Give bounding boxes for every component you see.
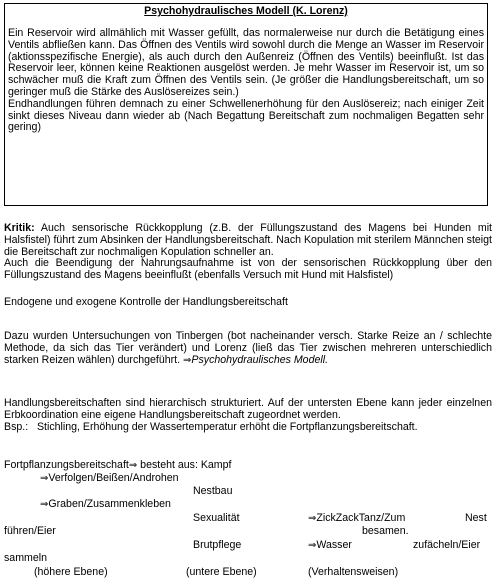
tree-item-label: ZickZackTanz/Zum xyxy=(316,512,406,524)
tree-item-fuehren: führen/Eier xyxy=(4,525,56,537)
kritik-section xyxy=(4,223,492,282)
tree-arrow-icon: ⇒ xyxy=(40,499,49,510)
model-paragraph-2: Endhandlungen führen demnach zu einer Schwellenerhöhung für den Auslösereiz; nach einiger Zeit sinkt dieses Niveau dann wieder ab (Nach Begattung Bereitschaft zum nochmaligen Begatten sehr gering) xyxy=(8,97,484,134)
tree-item-nest: Nest xyxy=(465,512,487,524)
tree-item-besamen: besamen. xyxy=(362,525,409,537)
tree-arrow-icon: ⇒ xyxy=(40,473,49,484)
tree-footer-behaviors: (Verhaltensweisen) xyxy=(308,566,399,578)
tree-item-wasser xyxy=(308,540,352,552)
research-model-reference: Psychohydraulisches Modell. xyxy=(191,353,329,366)
tree-item-sammeln: sammeln xyxy=(4,552,47,564)
tree-item-brutpflege: Brutpflege xyxy=(193,539,242,551)
tree-item-zufaecheln: zufächeln/Eier xyxy=(413,539,481,551)
model-description xyxy=(8,28,484,134)
tree-item-verfolgen xyxy=(40,473,179,485)
research-arrow-icon: ⇒ xyxy=(183,354,192,366)
tree-root xyxy=(4,460,231,472)
tree-item-label: Graben/Zusammenkleben xyxy=(48,498,171,510)
kritik-text-1: Auch sensorische Rückkopplung (z.B. der Füllungszustand des Magens bei Hunden mit Halsfistel) führt zum Absinken der Handlungsbereitschaft. Nach Kopulation mit sterilem Männchen steigt die Bereitschaft zur nochmaligen Kopulation schneller an. xyxy=(4,222,492,258)
tree-item-nestbau: Nestbau xyxy=(193,485,233,497)
tree-item-graben xyxy=(40,499,171,511)
tree-root-label: Fortpflanzungsbereitschaft xyxy=(4,459,129,471)
tree-root-arrow-icon: ⇒ xyxy=(128,460,138,471)
model-title: Psychohydraulisches Modell (K. Lorenz) xyxy=(144,5,348,17)
tree-item-sexualitaet: Sexualität xyxy=(193,512,240,524)
tree-item-zickzack xyxy=(308,513,405,525)
tree-item-label: Verfolgen/Beißen/Androhen xyxy=(48,472,179,484)
kritik-paragraph-2: Auch die Beendigung der Nahrungsaufnahme ist von der sensorischen Rückkopplung über den Füllungszustand des Magens beeinflußt (ebenfalls Versuch mit Hund mit Halsfistel) xyxy=(4,257,492,282)
hierarchy-example: Bsp.: Stichling, Erhöhung der Wassertemperatur erhöht die Fortpflanzungsbereitschaft. xyxy=(4,420,418,433)
kritik-paragraph-1 xyxy=(4,223,492,258)
tree-footer-higher-level: (höhere Ebene) xyxy=(34,566,108,578)
tree-arrow-icon: ⇒ xyxy=(308,540,317,551)
tree-footer-lower-level: (untere Ebene) xyxy=(186,566,257,578)
research-body: Dazu wurden Untersuchungen von Tinbergen (bot nacheinander versch. Starke Reize an / schlechte Methode, da sich das Tier verändert) und Lorenz (ließ das Tier zwischen mehreren unterschiedlich starken Reizen wählen) durchgeführt. xyxy=(4,330,492,366)
research-text xyxy=(4,331,492,366)
hierarchy-paragraph-1: Handlungsbereitschaften sind hierarchisch strukturiert. Auf der untersten Ebene kann jeder einzelnen Erbkoordination eine eigene Handlungsbereitschaft zugeordnet werden. xyxy=(4,397,492,421)
hierarchy-section xyxy=(4,398,492,433)
kritik-label: Kritik: xyxy=(4,222,35,234)
model-paragraph-1: Ein Reservoir wird allmählich mit Wasser gefüllt, das normalerweise nur durch die Betätigung eines Ventils abfließen kann. Das Öffnen des Ventils wird sowohl durch die Menge an Wasser im Reservoir (aktionsspezifische Energie), als auch durch den Außenreiz (Öffnen des Ventils) beeinflußt. Ist das Reservoir leer, können keine Reaktionen ausgelöst werden. Je mehr Wasser im Reservoir ist, um so schwächer muß die Kraft zum Öffnen des Ventils sein. (Je größer die Handlungsbereitschaft, um so geringer muß die Stärke des Auslösereizes sein.) xyxy=(8,27,484,98)
tree-item-label: Wasser xyxy=(316,539,352,551)
model-box xyxy=(4,3,488,206)
tree-arrow-icon: ⇒ xyxy=(308,513,317,524)
section-heading: Endogene und exogene Kontrolle der Handlungsbereitschaft xyxy=(4,296,288,308)
research-paragraph xyxy=(4,331,492,366)
tree-root-suffix: besteht aus: Kampf xyxy=(137,459,232,471)
